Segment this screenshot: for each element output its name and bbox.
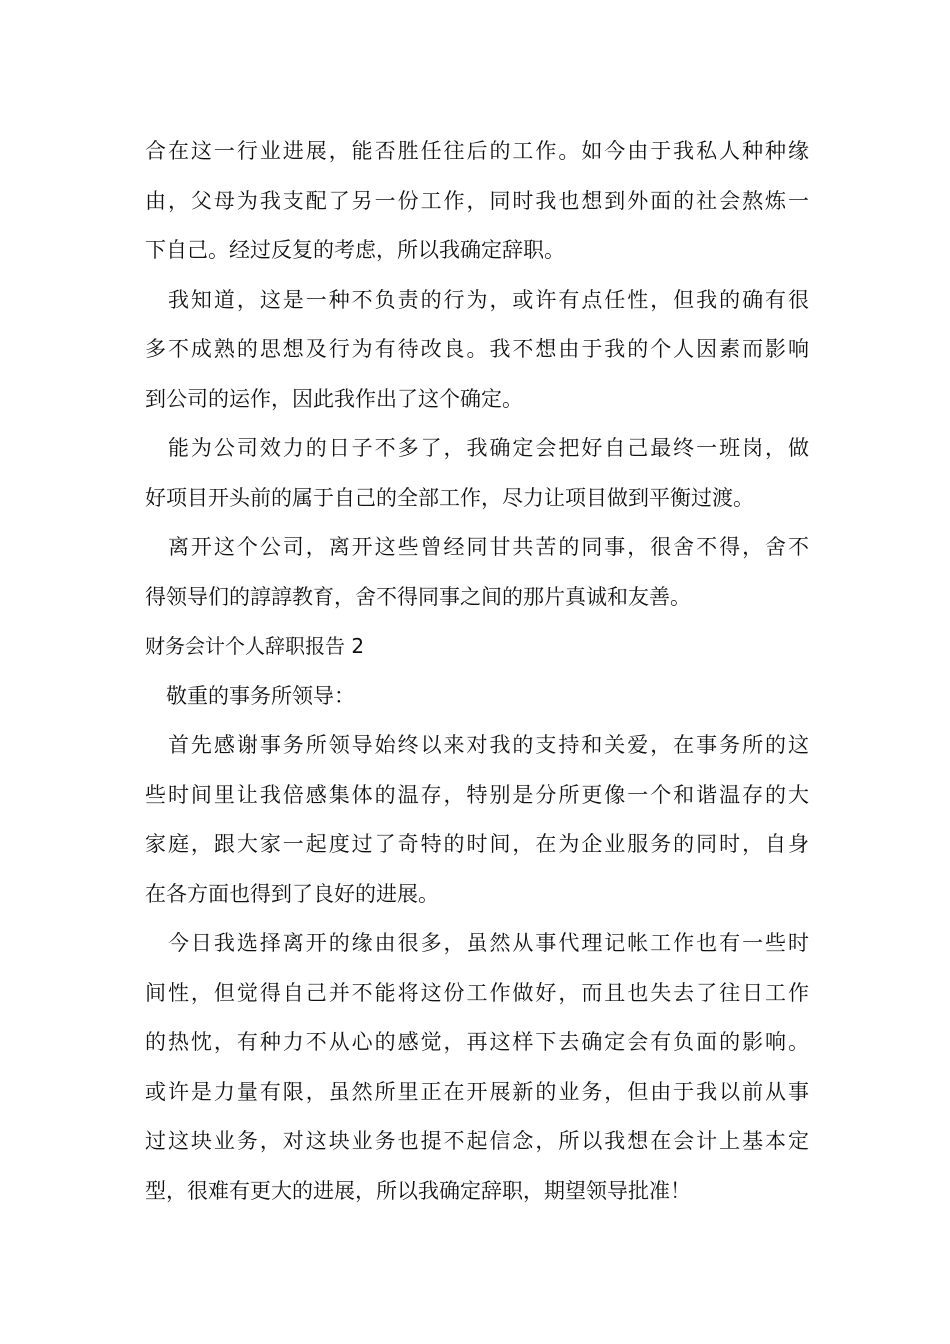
- salutation: [145, 672, 809, 722]
- text-line: 我知道，这是一种不负责的行为，或许有点任性，但我的确有很: [145, 287, 809, 312]
- text-line: 或许是力量有限，虽然所里正在开展新的业务，但由于我以前从事: [145, 1079, 809, 1104]
- text-line: 些时间里让我倍感集体的温存，特别是分所更像一个和谐温存的大: [145, 782, 809, 807]
- text-line: 由，父母为我支配了另一份工作，同时我也想到外面的社会熬炼一: [145, 188, 809, 213]
- text-line: 的热忱，有种力不从心的感觉，再这样下去确定会有负面的影响。: [145, 1030, 809, 1054]
- text-line: 离开这个公司，离开这些曾经同甘共苦的同事，很舍不得，舍不: [145, 535, 809, 559]
- text-line: 多不成熟的思想及行为有待改良。我不想由于我的个人因素而影响: [145, 337, 809, 361]
- text-line: 在各方面也得到了良好的进展。: [145, 881, 439, 906]
- text-line: 过这块业务，对这块业务也提不起信念，所以我想在会计上基本定: [145, 1129, 809, 1153]
- text-line: 今日我选择离开的缘由很多，虽然从事代理记帐工作也有一些时: [145, 931, 809, 955]
- paragraph-1: [145, 127, 809, 276]
- section-title: [145, 622, 809, 672]
- text-line: 首先感谢事务所领导始终以来对我的支持和关爱，在事务所的这: [145, 733, 809, 757]
- paragraph-6: [145, 919, 809, 1216]
- text-line: 好项目开头前的属于自己的全部工作，尽力让项目做到平衡过渡。: [145, 485, 754, 510]
- paragraph-4: [145, 523, 809, 622]
- paragraph-5: [145, 721, 809, 919]
- text-line: 家庭，跟大家一起度过了奇特的时间，在为企业服务的同时，自身: [145, 832, 809, 856]
- text-line: 型，很难有更大的进展，所以我确定辞职，期望领导批准！: [145, 1178, 691, 1203]
- document-body: [145, 127, 809, 1216]
- text-line: 得领导们的諄諄教育，舍不得同事之间的那片真诚和友善。: [145, 584, 691, 609]
- text-line: 敬重的事务所领导：: [145, 683, 355, 708]
- text-line: 能为公司效力的日子不多了，我确定会把好自己最终一班岗，做: [145, 436, 809, 460]
- paragraph-3: [145, 424, 809, 523]
- text-line: 合在这一行业进展，能否胜任往后的工作。如今由于我私人种种缘: [145, 139, 809, 163]
- text-line: 下自己。经过反复的考虑，所以我确定辞职。: [145, 238, 565, 262]
- text-line: 间性，但觉得自己并不能将这份工作做好，而且也失去了往日工作: [145, 980, 809, 1005]
- paragraph-2: [145, 276, 809, 425]
- section-title-text: 财务会计个人辞职报告 2: [145, 634, 365, 658]
- text-line: 到公司的运作，因此我作出了这个确定。: [145, 386, 523, 411]
